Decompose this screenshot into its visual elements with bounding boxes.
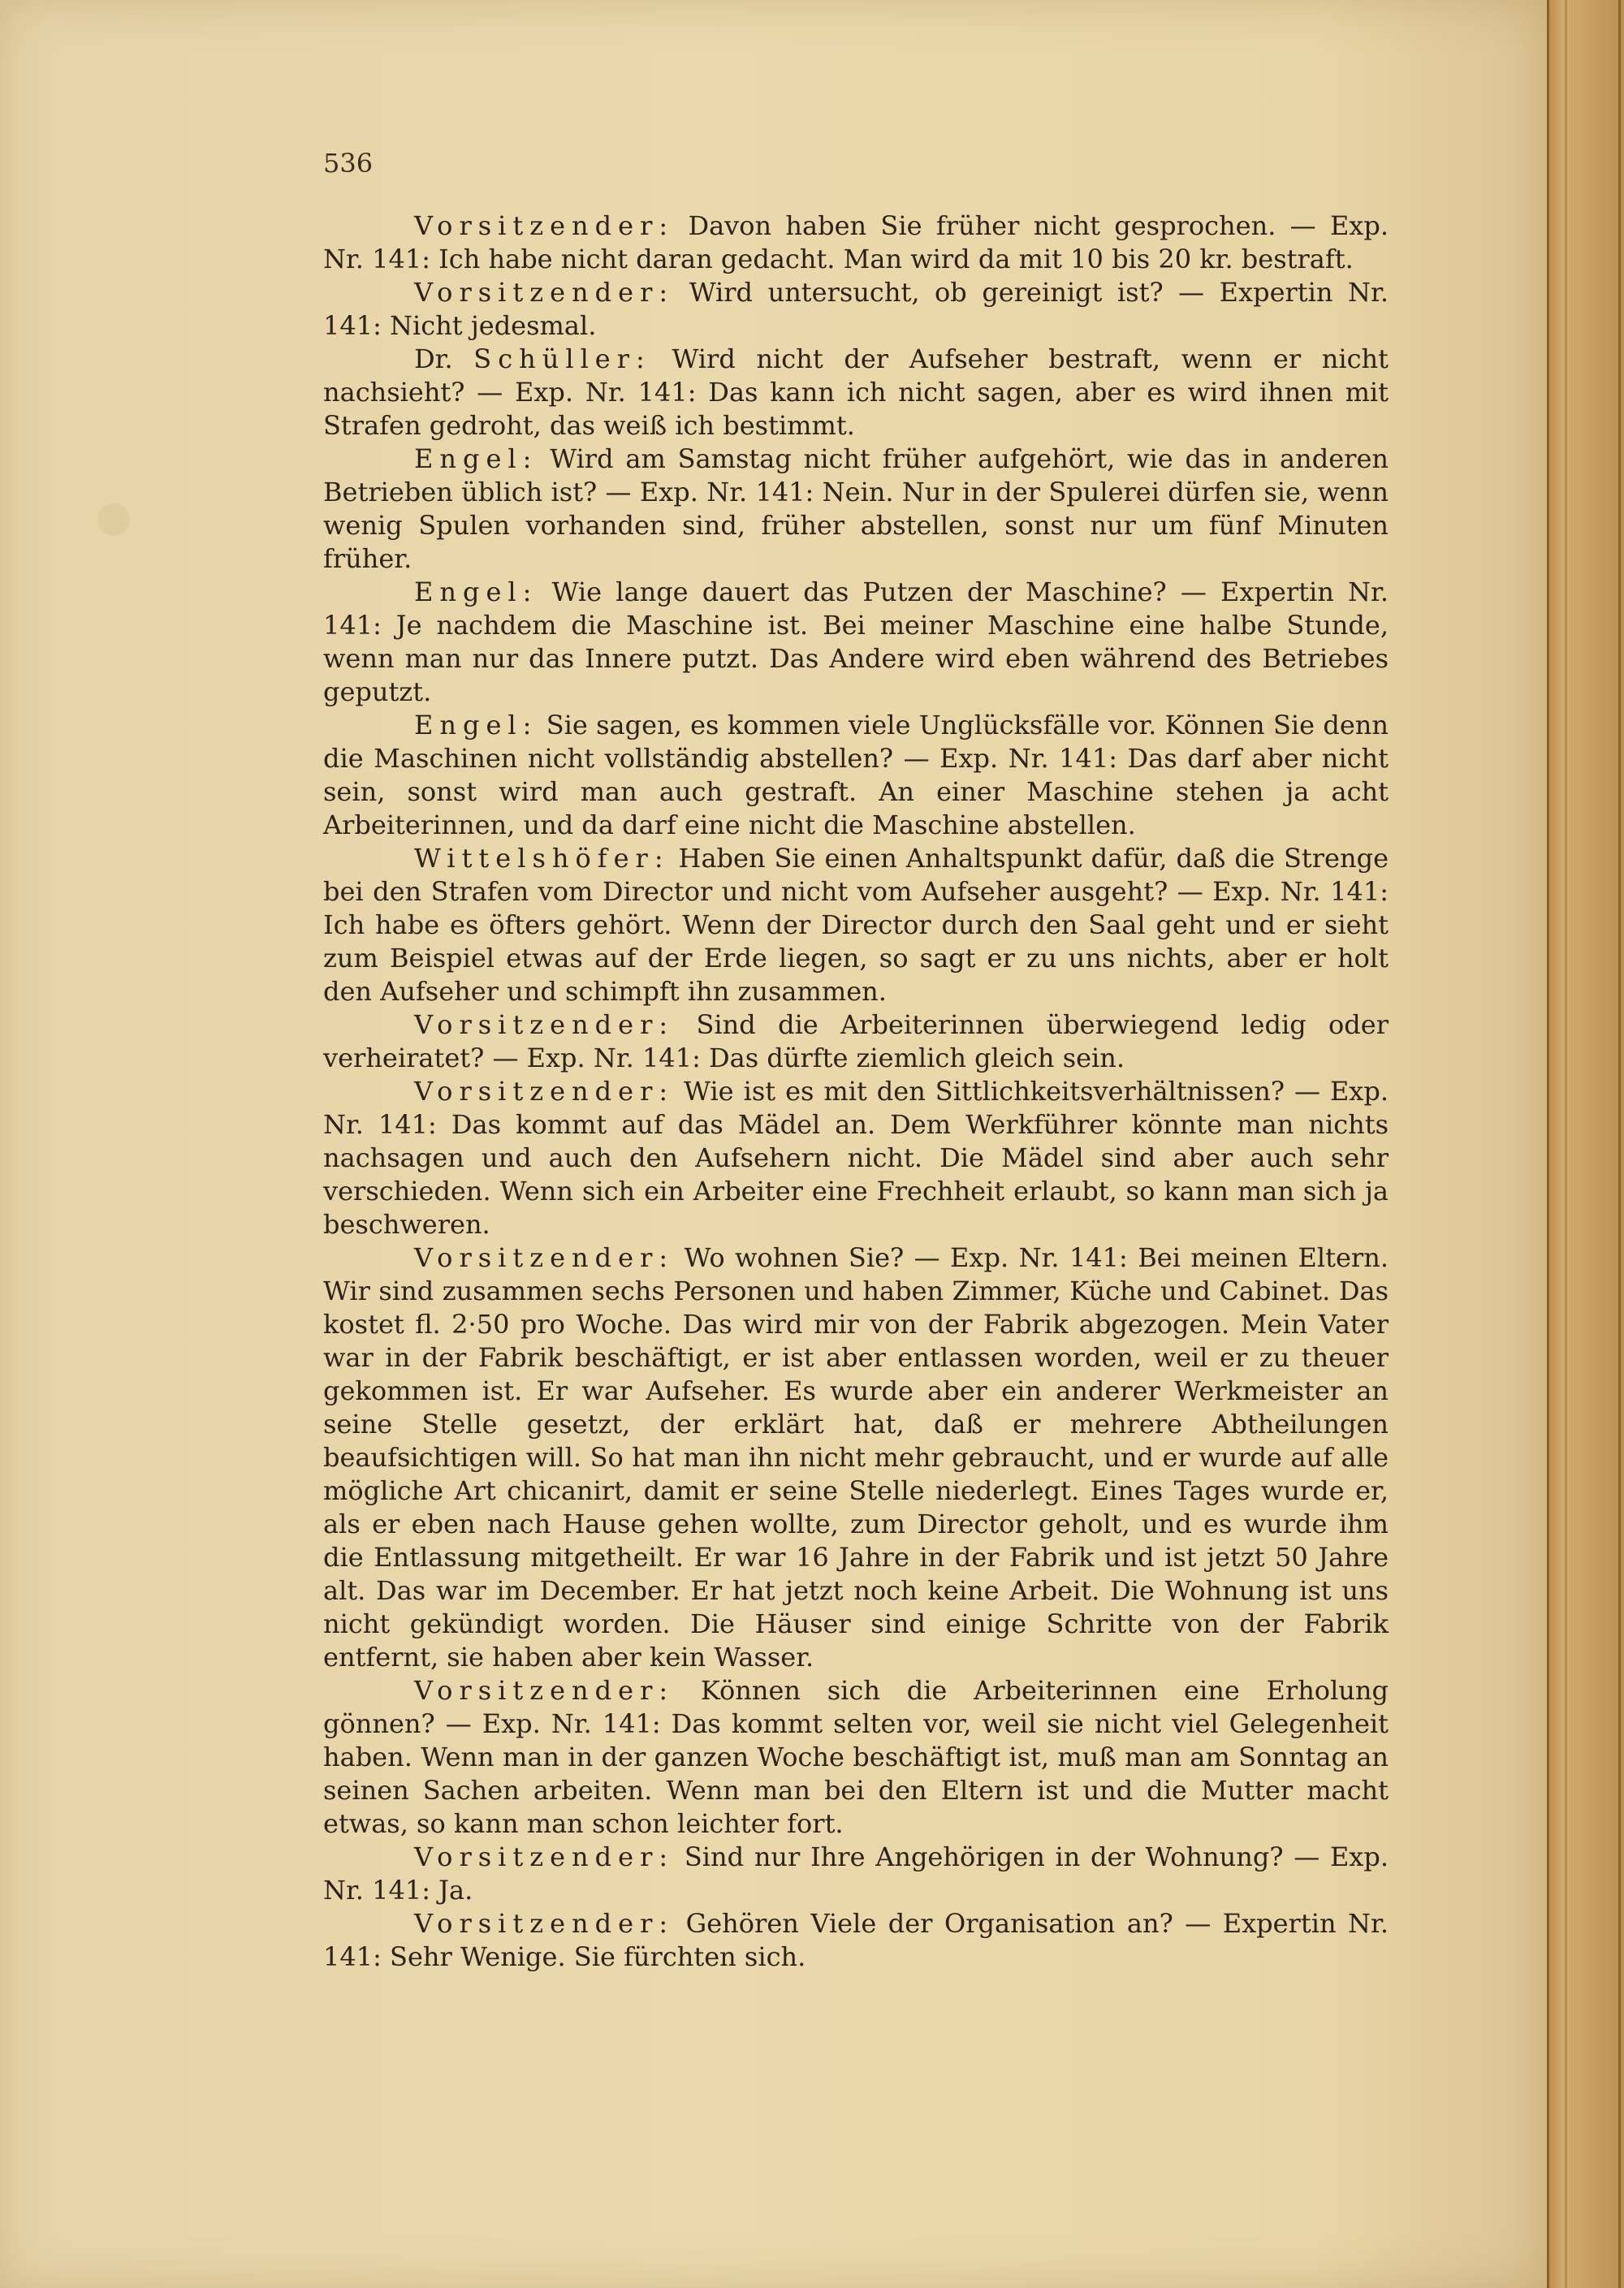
- speaker-name: Schüller:: [473, 343, 651, 374]
- speaker-name: Engel:: [414, 576, 538, 607]
- speaker-name: Vorsitzender:: [414, 210, 675, 241]
- transcript-paragraph: [323, 209, 1389, 276]
- paragraph-text: Sind nur Ihre Angehörigen in der Wohnung? — Exp. Nr. 141: Ja.: [323, 1841, 1389, 1906]
- speaker-name: Vorsitzender:: [414, 277, 675, 308]
- transcript-paragraph: [323, 1841, 1389, 1907]
- transcript-paragraph: [323, 276, 1389, 343]
- page-fold-line: [1618, 0, 1621, 2288]
- paragraph-text: Davon haben Sie früher nicht gesprochen. — Exp. Nr. 141: Ich habe nicht daran gedacht. Man wird da mit 10 bis 20 kr. bestraft.: [323, 210, 1389, 274]
- transcript-paragraph: [323, 576, 1389, 709]
- paragraph-text: Wird untersucht, ob gereinigt ist? — Expertin Nr. 141: Nicht jedesmal.: [323, 277, 1389, 341]
- transcript-paragraph: [323, 842, 1389, 1008]
- page-fold-line: [1565, 0, 1567, 2288]
- page-fold-line: [1547, 0, 1549, 2288]
- speaker-name: Vorsitzender:: [414, 1908, 675, 1939]
- speaker-name: Vorsitzender:: [414, 1242, 675, 1273]
- paragraph-text: Wird nicht der Aufseher bestraft, wenn er nicht nachsieht? — Exp. Nr. 141: Das kann ich nicht sagen, aber es wird ihnen mit Strafen gedroht, das weiß ich bestimmt.: [323, 343, 1389, 441]
- speaker-name: Engel:: [414, 443, 538, 474]
- transcript-paragraph: [323, 1075, 1389, 1241]
- transcript-paragraph: [323, 442, 1389, 576]
- speaker-name: Vorsitzender:: [414, 1076, 675, 1107]
- transcript-paragraph: [323, 343, 1389, 442]
- book-edge: [1547, 0, 1624, 2288]
- speaker-name: Vorsitzender:: [414, 1009, 675, 1040]
- paragraph-text: Wo wohnen Sie? — Exp. Nr. 141: Bei meinen Eltern. Wir sind zusammen sechs Personen und haben Zimmer, Küche und Cabinet. Das kostet fl. 2·50 pro Woche. Das wird mir von der Fabrik abgezogen. Mein Vater war in der Fabrik beschäftigt, er ist aber entlassen worden, weil er zu theuer gekommen ist. Er war Aufseher. Es wurde aber ein anderer Werkmeister an seine Stelle gesetzt, der erklärt hat, daß er mehrere Abtheilungen beaufsichtigen will. So hat man ihn nicht mehr gebraucht, und er wurde auf alle mögliche Art chicanirt, damit er seine Stelle niederlegt. Eines Tages wurde er, als er eben nach Hause gehen wollte, zum Director geholt, und es wurde ihm die Entlassung mitgetheilt. Er war 16 Jahre in der Fabrik und ist jetzt 50 Jahre alt. Das war im December. Er hat jetzt noch keine Arbeit. Die Wohnung ist uns nicht gekündigt worden. Die Häuser sind einige Schritte von der Fabrik entfernt, sie haben aber kein Wasser.: [323, 1242, 1389, 1673]
- transcript-paragraph: [323, 1907, 1389, 1974]
- paragraph-text: Gehören Viele der Organisation an? — Expertin Nr. 141: Sehr Wenige. Sie fürchten sich.: [323, 1908, 1389, 1972]
- speaker-title: Dr.: [414, 343, 474, 374]
- paragraph-text: Sie sagen, es kommen viele Unglücksfälle vor. Können Sie denn die Maschinen nicht vollständig abstellen? — Exp. Nr. 141: Das darf aber nicht sein, sonst wird man auch gestraft. An einer Maschine stehen ja acht Arbeiterinnen, und da darf eine nicht die Maschine abstellen.: [323, 710, 1389, 840]
- speaker-name: Vorsitzender:: [414, 1841, 675, 1872]
- page-number: 536: [323, 148, 374, 179]
- paragraph-text: Sind die Arbeiterinnen überwiegend ledig oder verheiratet? — Exp. Nr. 141: Das dürfte ziemlich gleich sein.: [323, 1009, 1389, 1073]
- transcript-paragraph: [323, 709, 1389, 842]
- paragraph-text: Wie ist es mit den Sittlichkeitsverhältnissen? — Exp. Nr. 141: Das kommt auf das Mädel an. Dem Werkführer könnte man nichts nachsagen und auch den Aufsehern nicht. Die Mädel sind aber auch sehr verschieden. Wenn sich ein Arbeiter eine Frechheit erlaubt, so kann man sich ja beschweren.: [323, 1076, 1389, 1240]
- speaker-name: Engel:: [414, 710, 538, 740]
- paragraph-text: Wird am Samstag nicht früher aufgehört, wie das in anderen Betrieben üblich ist? — Exp. Nr. 141: Nein. Nur in der Spulerei dürfen sie, wenn wenig Spulen vorhanden sind, früher abstellen, sonst nur um fünf Minuten früher.: [323, 443, 1389, 574]
- transcript-paragraph: [323, 1008, 1389, 1075]
- speaker-name: Wittelshöfer:: [414, 843, 670, 874]
- speaker-name: Vorsitzender:: [414, 1675, 675, 1706]
- paper-stain: [97, 503, 130, 536]
- transcript-text: [323, 209, 1389, 1974]
- transcript-paragraph: [323, 1674, 1389, 1841]
- paragraph-text: Haben Sie einen Anhaltspunkt dafür, daß die Strenge bei den Strafen vom Director und nicht vom Aufseher ausgeht? — Exp. Nr. 141: Ich habe es öfters gehört. Wenn der Director durch den Saal geht und er sieht zum Beispiel etwas auf der Erde liegen, so sagt er zu uns nichts, aber er holt den Aufseher und schimpft ihn zusammen.: [323, 843, 1389, 1007]
- paragraph-text: Wie lange dauert das Putzen der Maschine? — Expertin Nr. 141: Je nachdem die Maschine ist. Bei meiner Maschine eine halbe Stunde, wenn man nur das Innere putzt. Das Andere wird eben während des Betriebes geputzt.: [323, 576, 1389, 707]
- transcript-paragraph: [323, 1241, 1389, 1674]
- paragraph-text: Können sich die Arbeiterinnen eine Erholung gönnen? — Exp. Nr. 141: Das kommt selten vor, weil sie nicht viel Gelegenheit haben. Wenn man in der ganzen Woche beschäftigt ist, muß man am Sonntag an seinen Sachen arbeiten. Wenn man bei den Eltern ist und die Mutter macht etwas, so kann man schon leichter fort.: [323, 1675, 1389, 1839]
